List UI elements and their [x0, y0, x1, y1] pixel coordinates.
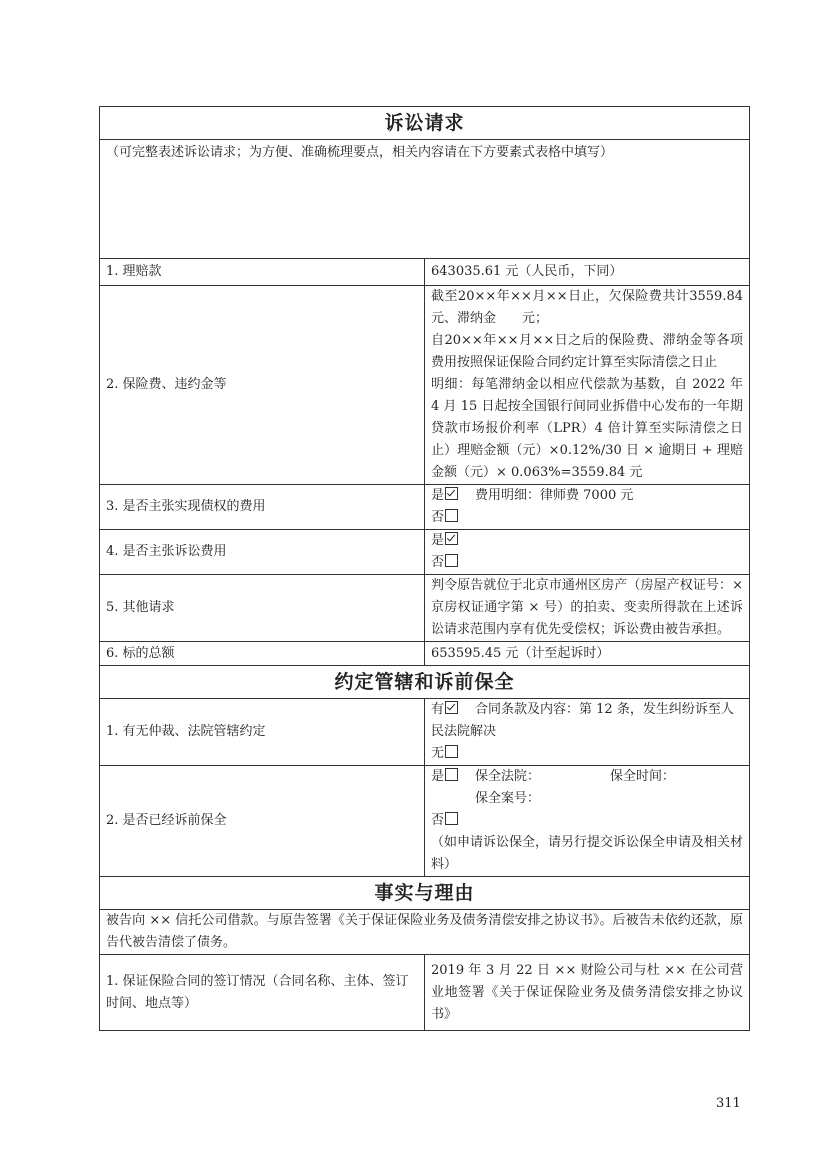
row-value-contract: 2019 年 3 月 22 日 ×× 财险公司与杜 ×× 在公司营业地签署《关于保证保险业务及债务清偿安排之协议书》	[425, 955, 750, 1031]
option-yes-label: 有	[431, 702, 445, 717]
preservation-time: 保全时间：	[610, 769, 676, 784]
row-value-compensation: 643035.61 元（人民币，下同）	[425, 259, 750, 286]
page-number: 311	[716, 1096, 741, 1111]
checkbox-empty-icon[interactable]	[445, 768, 458, 781]
row-label-arbitration: 1. 有无仲裁、法院管辖约定	[100, 699, 425, 766]
row-label-premium: 2. 保险费、违约金等	[100, 286, 425, 485]
cost-detail: 费用明细：律师费 7000 元	[475, 488, 634, 503]
row-label-preservation: 2. 是否已经诉前保全	[100, 766, 425, 877]
checkbox-checked-icon[interactable]	[445, 487, 458, 500]
section-title-facts: 事实与理由	[100, 877, 750, 910]
checkbox-empty-icon[interactable]	[445, 509, 458, 522]
option-yes-label: 是	[431, 769, 445, 784]
row-value-arbitration	[425, 699, 750, 766]
claims-note: （可完整表述诉讼请求；为方便、准确梳理要点，相关内容请在下方要素式表格中填写）	[100, 140, 750, 259]
clause-detail: 合同条款及内容：第 12 条，发生纠纷诉至人民法院解决	[431, 702, 734, 739]
row-value-premium	[425, 286, 750, 485]
premium-line-1: 截至20××年××月××日止，欠保险费共计3559.84元、滞纳金 元；	[431, 289, 743, 326]
row-label-other-claims: 5. 其他请求	[100, 575, 425, 642]
option-no-label: 否	[431, 555, 445, 570]
row-value-litigation-costs	[425, 530, 750, 575]
checkbox-empty-icon[interactable]	[445, 812, 458, 825]
row-value-other-claims: 判令原告就位于北京市通州区房产（房屋产权证号：× 京房权证通字第 × 号）的拍卖、变卖所得款在上述诉讼请求范围内享有优先受偿权；诉讼费由被告承担。	[425, 575, 750, 642]
row-value-creditor-costs	[425, 485, 750, 530]
row-label-compensation: 1. 理赔款	[100, 259, 425, 286]
row-label-total: 6. 标的总额	[100, 642, 425, 666]
preservation-case-no: 保全案号：	[475, 791, 541, 806]
option-no-label: 无	[431, 746, 445, 761]
checkbox-empty-icon[interactable]	[445, 745, 458, 758]
premium-line-2: 自20××年××月××日之后的保险费、滞纳金等各项费用按照保证保险合同约定计算至实际清偿之日止	[431, 333, 743, 370]
checkbox-checked-icon[interactable]	[445, 532, 458, 545]
option-yes-label: 是	[431, 488, 445, 503]
row-value-preservation	[425, 766, 750, 877]
preservation-court: 保全法院：	[475, 769, 541, 784]
section-title-jurisdiction: 约定管辖和诉前保全	[100, 666, 750, 699]
option-no-label: 否	[431, 510, 445, 525]
section-title-claims: 诉讼请求	[100, 107, 750, 140]
row-value-total: 653595.45 元（计至起诉时）	[425, 642, 750, 666]
row-label-contract: 1. 保证保险合同的签订情况（合同名称、主体、签订时间、地点等）	[100, 955, 425, 1031]
option-yes-label: 是	[431, 533, 445, 548]
complaint-form	[99, 106, 750, 1031]
preservation-hint: （如申请诉讼保全，请另行提交诉讼保全申请及相关材料）	[431, 835, 744, 872]
row-label-creditor-costs: 3. 是否主张实现债权的费用	[100, 485, 425, 530]
row-label-litigation-costs: 4. 是否主张诉讼费用	[100, 530, 425, 575]
checkbox-empty-icon[interactable]	[445, 554, 458, 567]
facts-intro: 被告向 ×× 信托公司借款。与原告签署《关于保证保险业务及债务清偿安排之协议书》。后被告未依约还款，原告代被告清偿了债务。	[100, 910, 750, 955]
option-no-label: 否	[431, 813, 445, 828]
checkbox-checked-icon[interactable]	[445, 701, 458, 714]
premium-line-3: 明细：每笔滞纳金以相应代偿款为基数，自 2022 年 4 月 15 日起按全国银行间同业拆借中心发布的一年期贷款市场报价利率（LPR）4 倍计算至实际清偿之日止）理赔金额（元）×0.12%/30 日 × 逾期日 + 理赔金额（元）× 0.063%=3559.84 元	[431, 377, 743, 480]
